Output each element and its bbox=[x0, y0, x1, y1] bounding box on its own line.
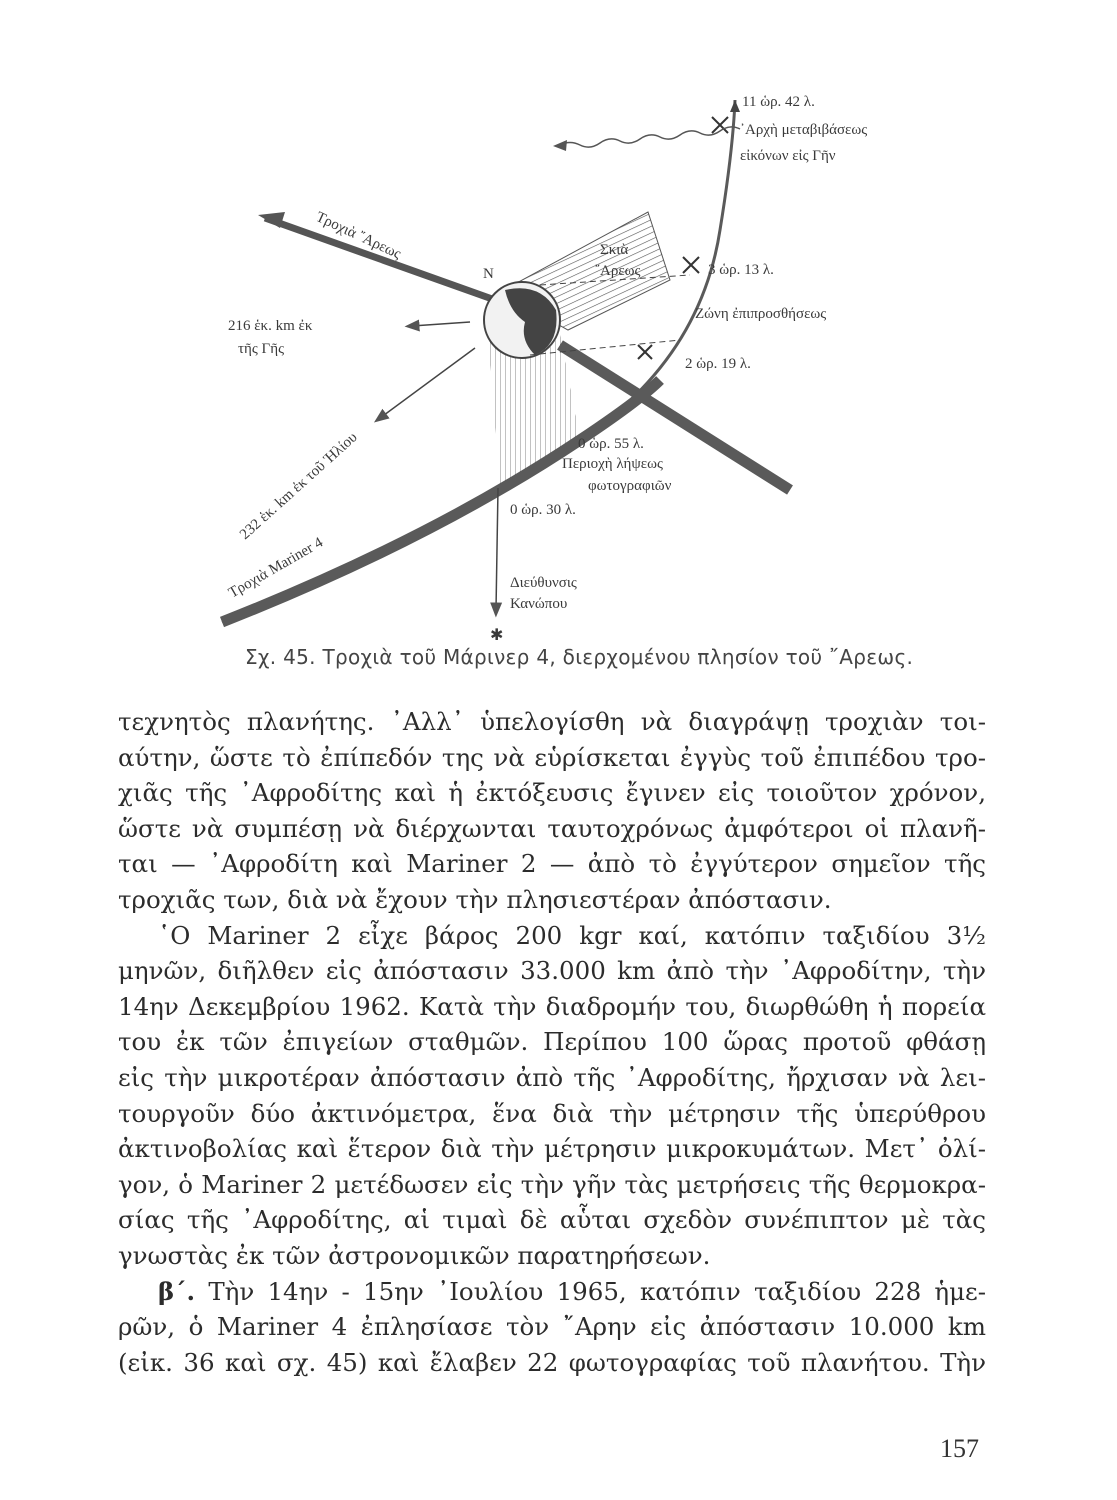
label-0h55: 0 ὡρ. 55 λ. bbox=[578, 436, 644, 452]
label-shadow: Σκιὰ bbox=[600, 242, 629, 258]
label-2h19: 2 ὡρ. 19 λ. bbox=[685, 356, 751, 372]
label-shadow: ῎Αρεως bbox=[595, 263, 641, 279]
label-mars-orbit: Τροχιὰ ῎Αρεως bbox=[313, 209, 404, 263]
body-text bbox=[118, 704, 986, 1380]
label-occultation-zone: Ζώνη ἐπιπροσθήσεως bbox=[695, 306, 827, 322]
text-line: ται — ᾿Αφροδίτη καὶ Mariner 2 — ἀπὸ τὸ ἐγγύτερον σημεῖον τῆς bbox=[118, 849, 986, 879]
figure-caption: Σχ. 45. Τροχιὰ τοῦ Μάρινερ 4, διερχομένου πλησίον τοῦ ῎Αρεως. bbox=[245, 645, 914, 669]
text-line: μηνῶν, διῆλθεν εἰς ἀπόστασιν 33.000 km ἀπὸ τὴν ᾿Αφροδίτην, τὴν bbox=[118, 956, 986, 986]
sun-direction-arrow bbox=[380, 348, 475, 418]
label-transfer: εἰκόνων εἰς Γῆν bbox=[740, 148, 836, 164]
text-line: ῾Ο Mariner 2 εἶχε βάρος 200 kgr καί, κατόπιν ταξιδίου 3½ bbox=[158, 920, 986, 950]
text-line: τουργοῦν δύο ἀκτινόμετρα, ἕνα διὰ τὴν μέτρησιν τῆς ὑπερύθρου bbox=[118, 1098, 986, 1128]
text-line: τροχιᾶς των, διὰ νὰ ἔχουν τὴν πλησιεστέραν ἀπόστασιν. bbox=[118, 884, 832, 914]
text-line: (εἰκ. 36 καὶ σχ. 45) καὶ ἔλαβεν 22 φωτογραφίας τοῦ πλανήτου. Τὴν bbox=[118, 1347, 986, 1377]
label-3h13: 3 ὡρ. 13 λ. bbox=[708, 262, 774, 278]
text-line: εἰς τὴν μικροτέραν ἀπόστασιν ἀπὸ τῆς ᾿Αφροδίτης, ἤρχισαν νὰ λει- bbox=[118, 1062, 986, 1092]
label-canopus: Διεύθυνσις bbox=[510, 575, 577, 591]
text-line: σίας τῆς ᾿Αφροδίτης, αἱ τιμαὶ δὲ αὗται σχεδὸν συνέπιπτον μὲ τὰς bbox=[118, 1205, 986, 1235]
label-north: N bbox=[483, 266, 494, 282]
text-line: χιᾶς τῆς ᾿Αφροδίτης καὶ ἡ ἐκτόξευσις ἔγινεν εἰς τοιοῦτον χρόνον, bbox=[118, 778, 986, 808]
spacecraft-icon bbox=[683, 257, 699, 273]
text-line: ἀκτινοβολίας καὶ ἕτερον διὰ τὴν μέτρησιν μικροκυμάτων. Μετ᾿ ὀλί- bbox=[118, 1134, 986, 1164]
label-11h42: 11 ὡρ. 42 λ. bbox=[742, 94, 815, 110]
text-line: 14ην Δεκεμβρίου 1962. Κατὰ τὴν διαδρομήν του, διωρθώθη ἡ πορεία bbox=[118, 991, 986, 1021]
transmission-wave bbox=[560, 127, 740, 147]
mariner-trajectory bbox=[222, 100, 735, 622]
label-photo-zone: φωτογραφιῶν bbox=[588, 478, 672, 494]
label-sun-distance: 232 ἑκ. km ἐκ τοῦ Ἡλίου bbox=[236, 429, 361, 543]
text-line: ὥστε νὰ συμπέσῃ νὰ διέρχωνται ταυτοχρόνως ἀμφότεροι οἱ πλανῆ- bbox=[118, 813, 986, 843]
label-earth-distance: τῆς Γῆς bbox=[238, 341, 285, 357]
canopus-direction-arrow bbox=[496, 488, 498, 610]
mars-orbit-line bbox=[265, 218, 495, 300]
label-canopus: Κανώπου bbox=[510, 596, 568, 612]
canopus-star-icon: ✱ bbox=[490, 627, 504, 644]
text-span: Τὴν 14ην - 15ην ᾿Ιουλίου 1965, κατόπιν ταξιδίου 228 ἡμε- bbox=[208, 1276, 986, 1306]
earth-direction-arrow bbox=[412, 322, 470, 326]
page-number: 157 bbox=[940, 1434, 979, 1463]
label-mariner-orbit: Τροχιὰ Mariner 4 bbox=[226, 534, 326, 602]
label-earth-distance: 216 ἑκ. km ἐκ bbox=[228, 318, 313, 334]
text-line: τεχνητὸς πλανήτης. ᾿Αλλ᾿ ὑπελογίσθη νὰ διαγράψῃ τροχιὰν τοι- bbox=[118, 707, 986, 736]
spacecraft-icon bbox=[638, 345, 652, 359]
label-transfer: ᾿Αρχὴ μεταβιβάσεως bbox=[740, 122, 868, 138]
text-line: ρῶν, ὁ Mariner 4 ἐπλησίασε τὸν ῎Αρην εἰς ἀπόστασιν 10.000 km bbox=[118, 1312, 986, 1342]
text-line: γνωστὰς ἐκ τῶν ἀστρονομικῶν παρατηρήσεων. bbox=[118, 1240, 711, 1270]
text-line bbox=[118, 1274, 986, 1310]
mariner-4-trajectory-figure bbox=[0, 0, 1117, 650]
section-marker: β΄. bbox=[158, 1276, 196, 1306]
text-line: του ἐκ τῶν ἐπιγείων σταθμῶν. Περίπου 100 ὥρας προτοῦ φθάσῃ bbox=[118, 1027, 986, 1057]
text-line: γον, ὁ Mariner 2 μετέδωσεν εἰς τὴν γῆν τὰς μετρήσεις τῆς θερμοκρα- bbox=[118, 1169, 986, 1199]
text-line: αύτην, ὥστε τὸ ἐπίπεδόν της νὰ εὑρίσκεται ἐγγὺς τοῦ ἐπιπέδου τρο- bbox=[118, 742, 986, 772]
label-0h30: 0 ὡρ. 30 λ. bbox=[510, 502, 576, 518]
label-photo-zone: Περιοχὴ λήψεως bbox=[562, 456, 663, 472]
